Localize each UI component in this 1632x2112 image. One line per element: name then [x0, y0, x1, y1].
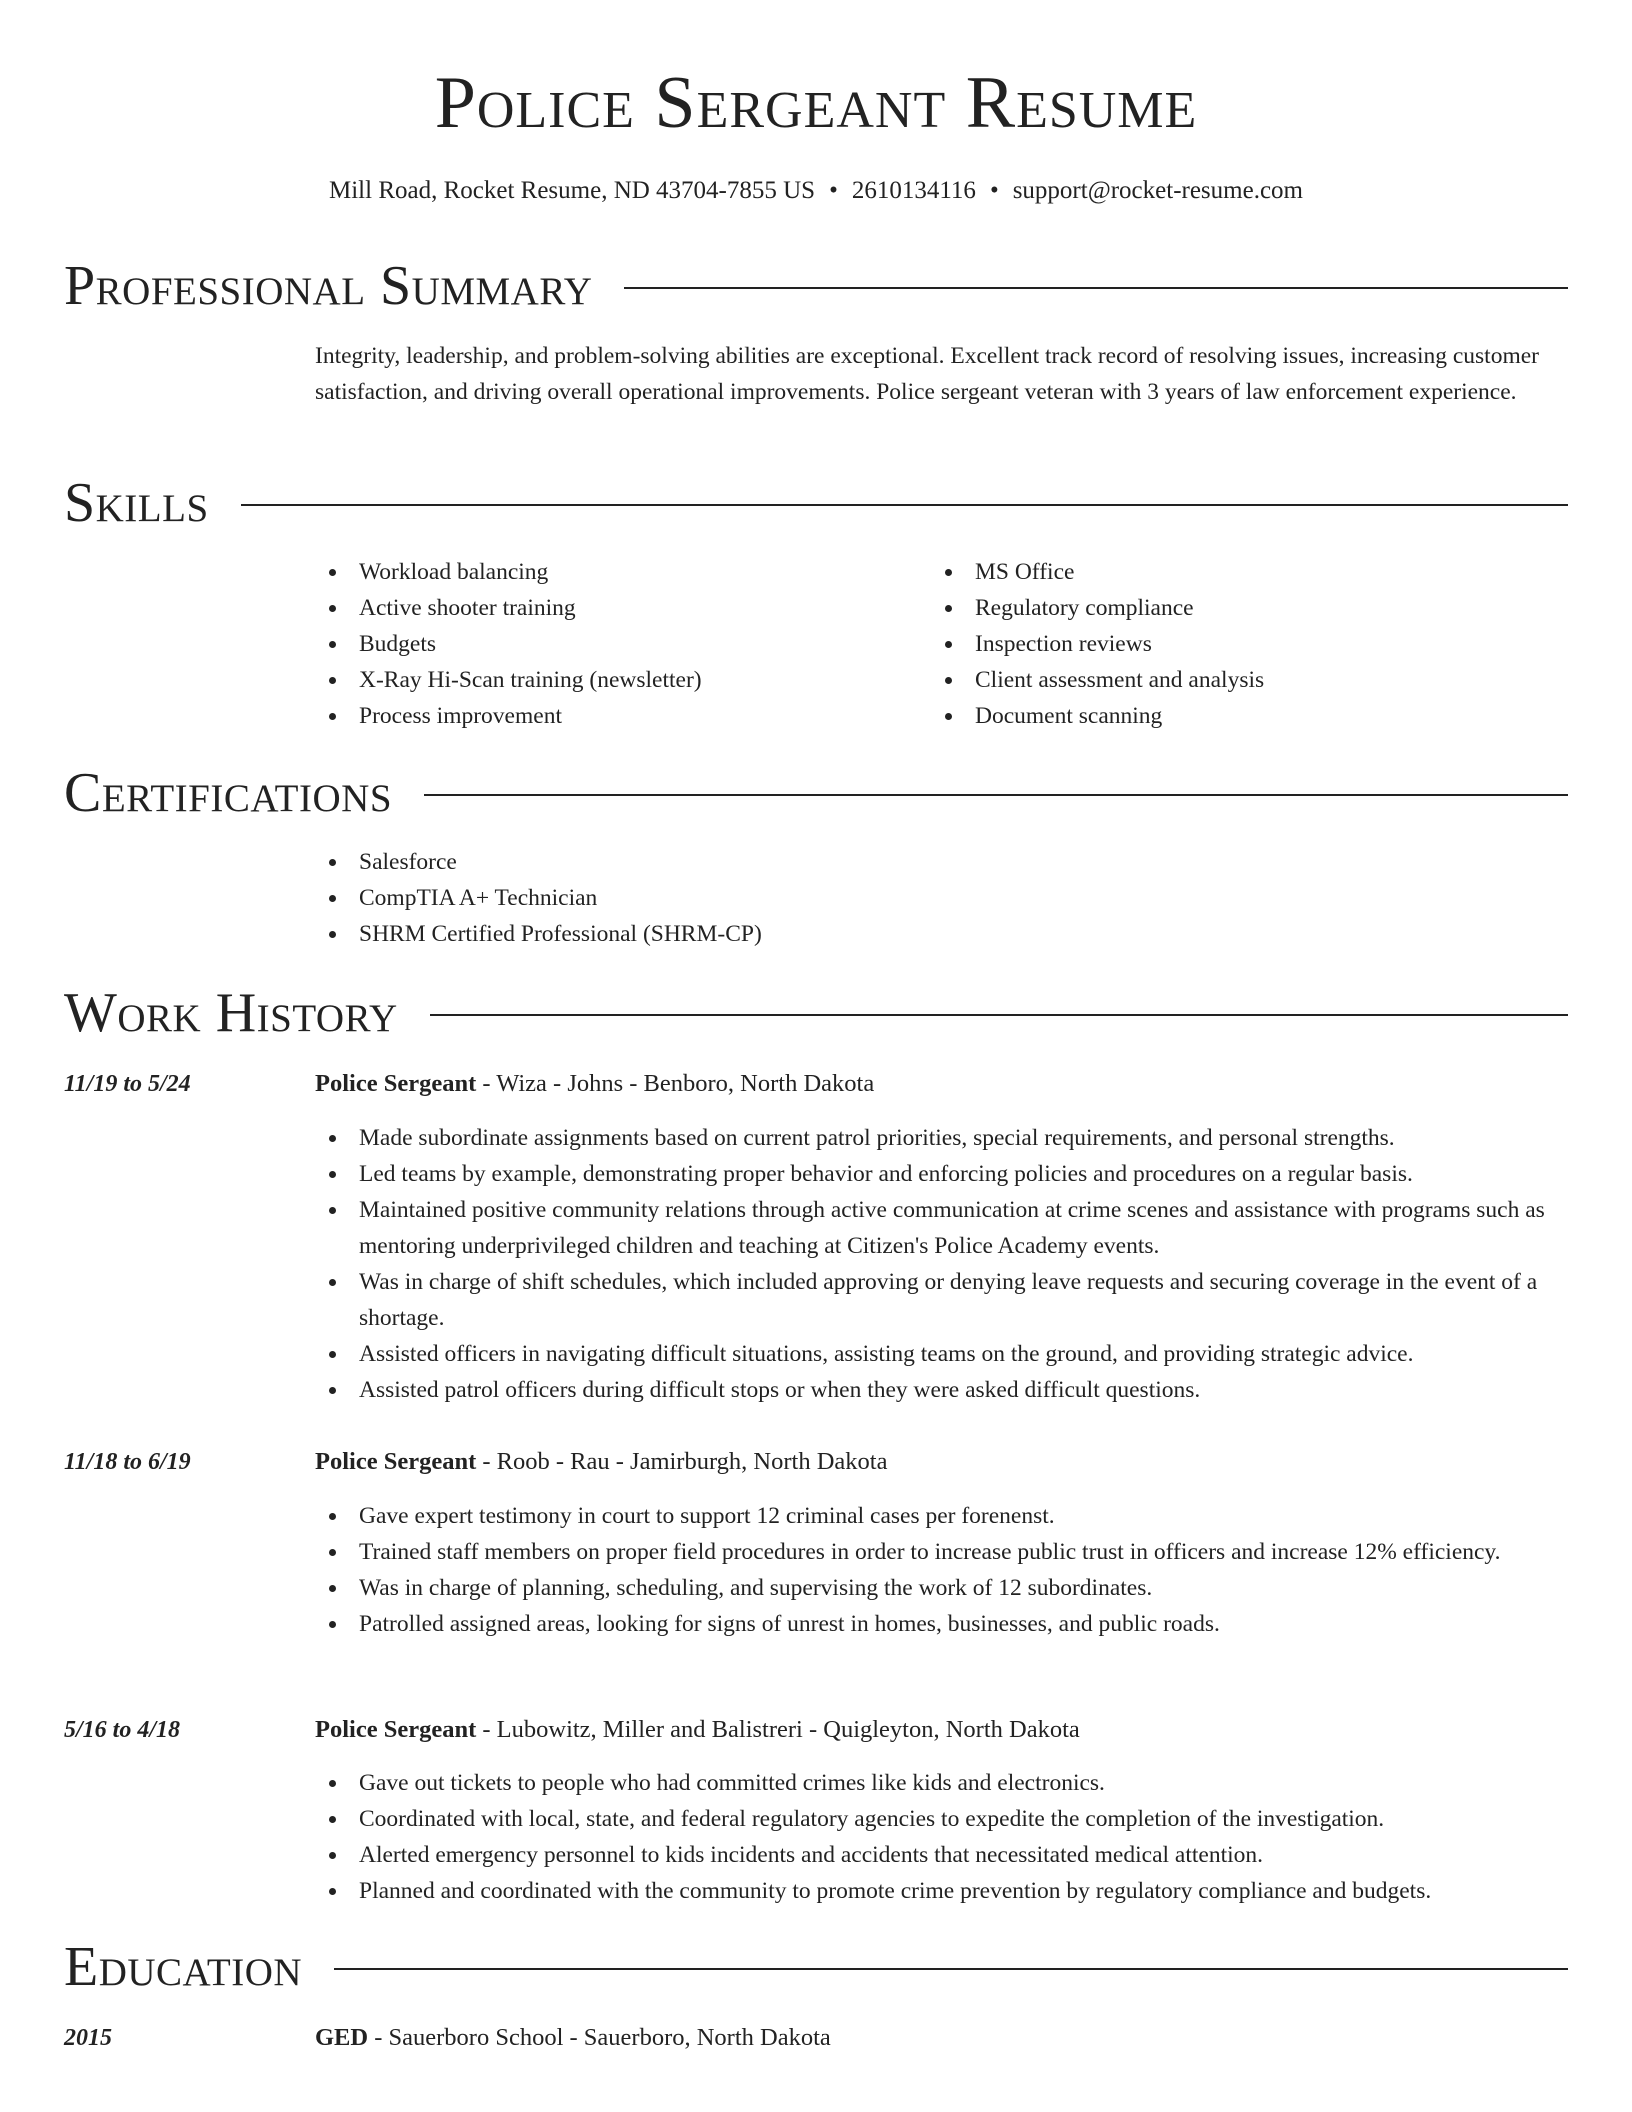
skill-item: Regulatory compliance [931, 590, 1561, 626]
job-duty-item: Was in charge of shift schedules, which included approving or denying leave requests and securing coverage in the event of a shortage. [315, 1264, 1568, 1336]
section-divider [430, 1014, 1568, 1016]
job-title: Police Sergeant [315, 1448, 477, 1475]
job-duty-item: Alerted emergency personnel to kids incidents and accidents that necessitated medical attention. [315, 1837, 1568, 1873]
skill-item: Process improvement [315, 698, 925, 734]
job-duties-list [315, 1498, 1568, 1642]
education-school-location: - Sauerboro School - Sauerboro, North Dakota [368, 2024, 831, 2051]
contact-line [0, 176, 1632, 206]
job-employer-location: - Wiza - Johns - Benboro, North Dakota [476, 1070, 875, 1097]
contact-separator: • [989, 177, 999, 204]
education-entry [315, 2020, 1568, 2056]
job-duty-item: Assisted patrol officers during difficult stops or when they were asked difficult questions. [315, 1372, 1568, 1408]
certification-item: CompTIA A+ Technician [315, 880, 1568, 916]
skill-item: MS Office [931, 554, 1561, 590]
contact-separator: • [829, 177, 838, 204]
job-dates: 5/16 to 4/18 [64, 1717, 181, 1743]
work-history-heading: Work History [64, 982, 398, 1044]
section-divider [241, 504, 1568, 506]
skills-section-header [64, 470, 1568, 536]
job-duty-item: Patrolled assigned areas, looking for signs of unrest in homes, businesses, and public roads. [315, 1606, 1568, 1642]
certifications-section-header [64, 760, 1568, 826]
resume-title: Police Sergeant Resume [434, 62, 1198, 144]
contact-email[interactable]: support@rocket-resume.com [1012, 177, 1303, 204]
job-duty-item: Made subordinate assignments based on current patrol priorities, special requirements, and personal strengths. [315, 1120, 1568, 1156]
job-title: Police Sergeant [315, 1070, 477, 1097]
education-degree: GED [315, 2024, 369, 2051]
job-duty-item: Led teams by example, demonstrating proper behavior and enforcing policies and procedures on a regular basis. [315, 1156, 1568, 1192]
section-divider [624, 287, 1568, 289]
skill-item: Client assessment and analysis [931, 662, 1561, 698]
skills-list-left [315, 554, 925, 734]
skill-item: Inspection reviews [931, 626, 1561, 662]
job-dates: 11/18 to 6/19 [64, 1449, 191, 1475]
skill-item: Workload balancing [315, 554, 925, 590]
certification-item: SHRM Certified Professional (SHRM-CP) [315, 916, 1568, 952]
summary-heading: Professional Summary [64, 255, 593, 317]
summary-section-header [64, 253, 1568, 319]
education-section-header [64, 1934, 1568, 2000]
summary-text: Integrity, leadership, and problem-solving abilities are exceptional. Excellent track record of resolving issues, increasing customer satisfaction, and driving overall operational improvements. Police sergeant veteran with 3 years of law enforcement experience. [315, 343, 1539, 405]
contact-phone: 2610134116 [851, 177, 976, 204]
certifications-heading: Certifications [64, 762, 393, 824]
job-header [315, 1712, 1568, 1748]
job-duty-item: Gave expert testimony in court to support 12 criminal cases per forenenst. [315, 1498, 1568, 1534]
education-year: 2015 [64, 2025, 112, 2051]
skills-list-right [931, 554, 1561, 734]
job-dates: 11/19 to 5/24 [64, 1071, 191, 1097]
section-divider [424, 794, 1568, 796]
job-duty-item: Was in charge of planning, scheduling, and supervising the work of 12 subordinates. [315, 1570, 1568, 1606]
job-duty-item: Trained staff members on proper field procedures in order to increase public trust in officers and increase 12% efficiency. [315, 1534, 1568, 1570]
job-duty-item: Maintained positive community relations through active communication at crime scenes and assistance with programs such as mentoring underprivileged children and teaching at Citizen's Police Academy events. [315, 1192, 1568, 1264]
work-history-section-header [64, 980, 1568, 1046]
education-heading: Education [64, 1936, 303, 1998]
job-duty-item: Coordinated with local, state, and federal regulatory agencies to expedite the completion of the investigation. [315, 1801, 1568, 1837]
job-duty-item: Assisted officers in navigating difficult situations, assisting teams on the ground, and providing strategic advice. [315, 1336, 1568, 1372]
skill-item: Active shooter training [315, 590, 925, 626]
certification-item: Salesforce [315, 844, 1568, 880]
job-header [315, 1066, 1568, 1102]
job-duty-item: Planned and coordinated with the community to promote crime prevention by regulatory compliance and budgets. [315, 1873, 1568, 1909]
job-employer-location: - Roob - Rau - Jamirburgh, North Dakota [476, 1448, 888, 1475]
skill-item: Document scanning [931, 698, 1561, 734]
contact-address: Mill Road, Rocket Resume, ND 43704-7855 US [329, 177, 816, 204]
skills-heading: Skills [64, 472, 209, 534]
skill-item: X-Ray Hi-Scan training (newsletter) [315, 662, 925, 698]
job-employer-location: - Lubowitz, Miller and Balistreri - Quigleyton, North Dakota [476, 1716, 1080, 1743]
job-header [315, 1444, 1568, 1480]
job-title: Police Sergeant [315, 1716, 477, 1743]
skill-item: Budgets [315, 626, 925, 662]
job-duties-list [315, 1765, 1568, 1909]
job-duties-list [315, 1120, 1568, 1408]
job-duty-item: Gave out tickets to people who had committed crimes like kids and electronics. [315, 1765, 1568, 1801]
certifications-list [315, 844, 1568, 952]
section-divider [334, 1968, 1568, 1970]
